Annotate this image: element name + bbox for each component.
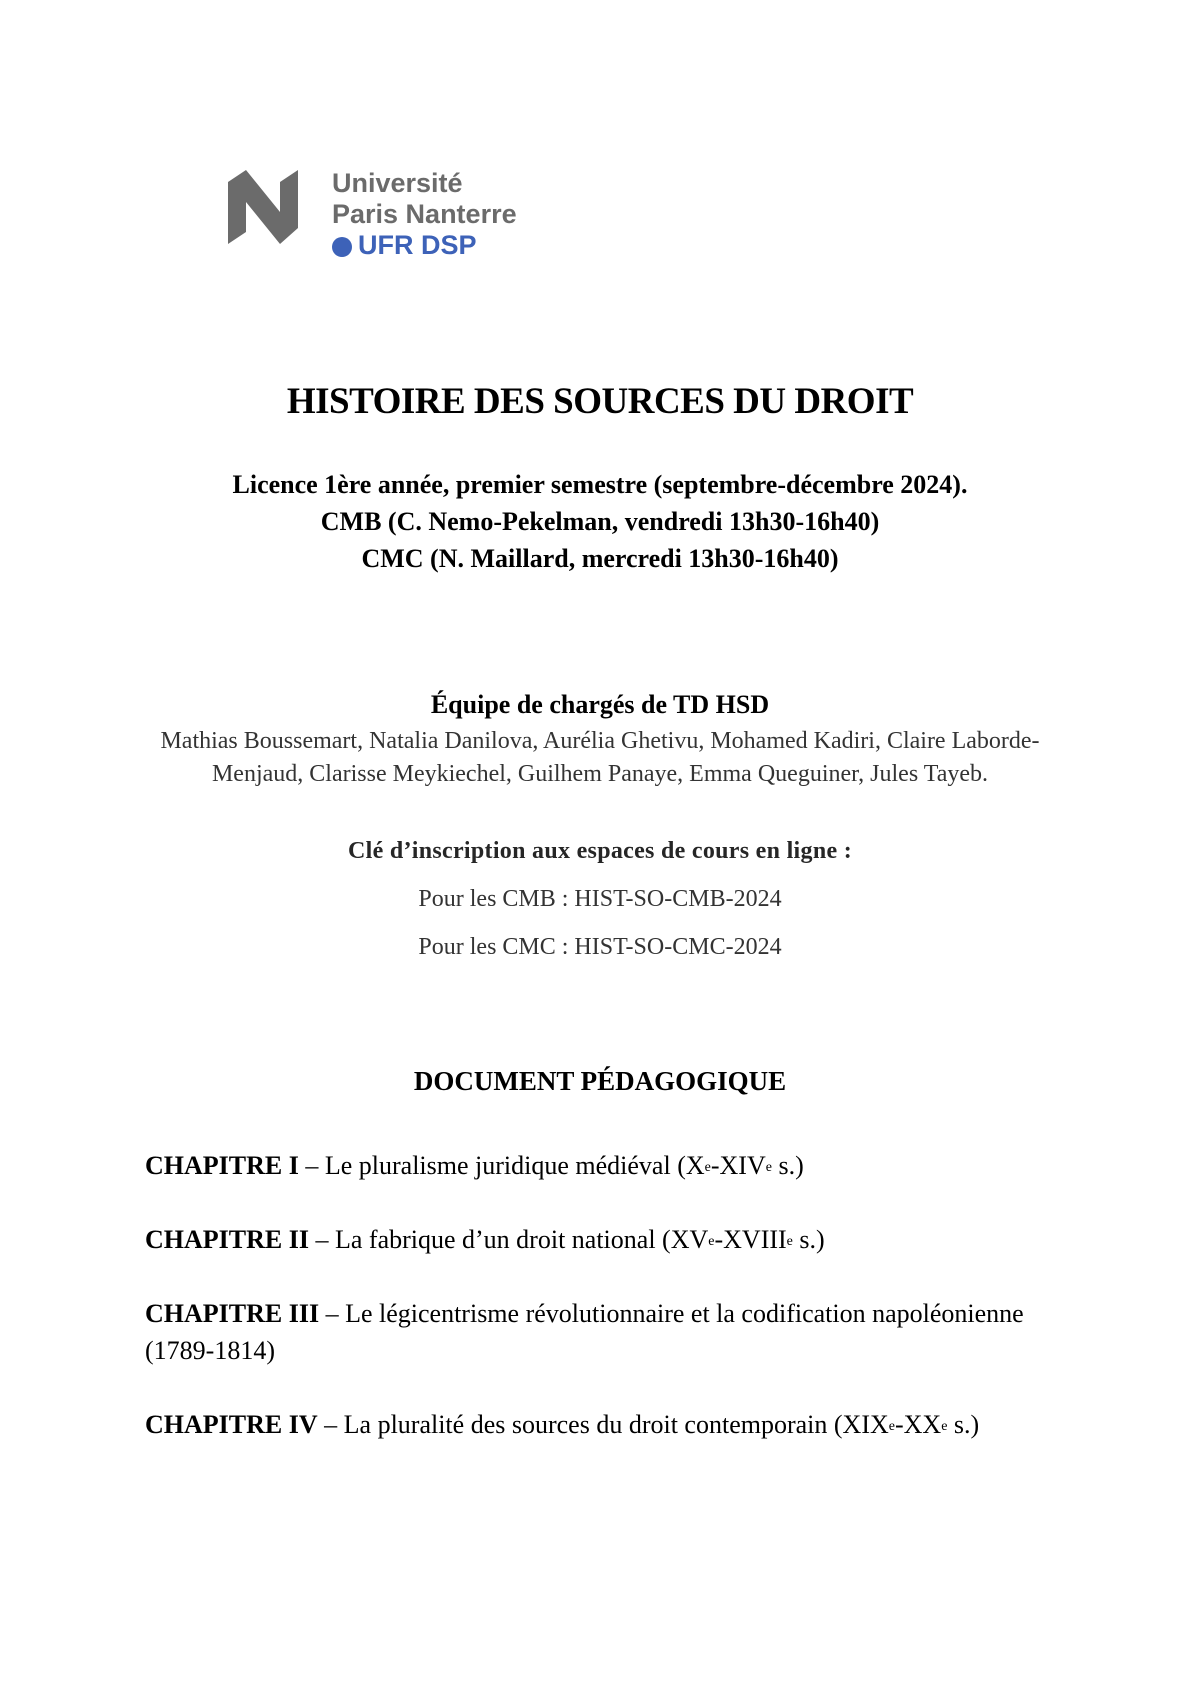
chapter-2	[145, 1221, 1065, 1258]
chapter-title: -XIV	[710, 1151, 766, 1180]
chapter-title: s.)	[792, 1225, 825, 1254]
chapter-title: La fabrique d’un droit national (XV	[334, 1225, 709, 1254]
enrollment-key-heading: Clé d’inscription aux espaces de cours en ligne :	[347, 838, 853, 864]
chapter-number: CHAPITRE I	[145, 1151, 299, 1180]
team-members: Mathias Boussemart, Natalia Danilova, Aurélia Ghetivu, Mohamed Kadiri, Claire Laborde-Menjaud, Clarisse Meykiechel, Guilhem Panaye, Emma Queguiner, Jules Tayeb.	[160, 728, 1040, 787]
chapter-title: s.)	[771, 1151, 804, 1180]
chapter-dash: –	[319, 1299, 346, 1328]
chapter-title: -XVIII	[714, 1225, 787, 1254]
chapter-dash: –	[317, 1410, 344, 1439]
chapter-number: CHAPITRE IV	[145, 1410, 318, 1439]
chapter-title: Le pluralisme juridique médiéval (X	[324, 1151, 705, 1180]
logo-university-label: Université	[332, 168, 463, 198]
chapter-title: La pluralité des sources du droit contemporain (XIX	[343, 1410, 889, 1439]
logo-faculty-name: UFR DSP	[358, 230, 477, 260]
university-logo	[228, 168, 548, 258]
chapter-title-sup: e	[941, 1419, 948, 1434]
chapter-title-sup: e	[708, 1234, 715, 1249]
chapter-1	[145, 1147, 1065, 1184]
enrollment-key-cmc: Pour les CMC : HIST-SO-CMC-2024	[418, 934, 782, 960]
chapter-title-sup: e	[888, 1419, 895, 1434]
page-title: HISTOIRE DES SOURCES DU DROIT	[286, 381, 914, 422]
course-group-cmc: CMC (N. Maillard, mercredi 13h30-16h40)	[361, 544, 839, 573]
logo-university-name: Paris Nanterre	[332, 199, 517, 229]
chapter-dash: –	[298, 1151, 325, 1180]
chapter-4	[145, 1406, 1065, 1443]
course-group-cmb: CMB (C. Nemo-Pekelman, vendredi 13h30-16h40)	[320, 507, 880, 536]
chapter-number: CHAPITRE II	[145, 1225, 309, 1254]
document-heading: DOCUMENT PÉDAGOGIQUE	[413, 1066, 787, 1096]
chapter-dash: –	[308, 1225, 335, 1254]
chapter-3	[145, 1295, 1065, 1369]
chapter-title-sup: e	[765, 1160, 772, 1175]
course-level: Licence 1ère année, premier semestre (septembre-décembre 2024).	[232, 470, 968, 499]
chapter-number: CHAPITRE III	[145, 1299, 320, 1328]
chapter-title-sup: e	[704, 1160, 711, 1175]
logo-dot-icon	[332, 237, 352, 257]
chapter-title-sup: e	[786, 1234, 793, 1249]
nanterre-logo-icon	[228, 170, 318, 244]
chapter-title: -XX	[894, 1410, 942, 1439]
team-heading: Équipe de chargés de TD HSD	[430, 690, 770, 719]
chapter-title: Le légicentrisme révolutionnaire et la codification napoléonienne (1789-1814)	[145, 1299, 1024, 1365]
chapter-title: s.)	[947, 1410, 980, 1439]
enrollment-key-cmb: Pour les CMB : HIST-SO-CMB-2024	[418, 886, 782, 912]
